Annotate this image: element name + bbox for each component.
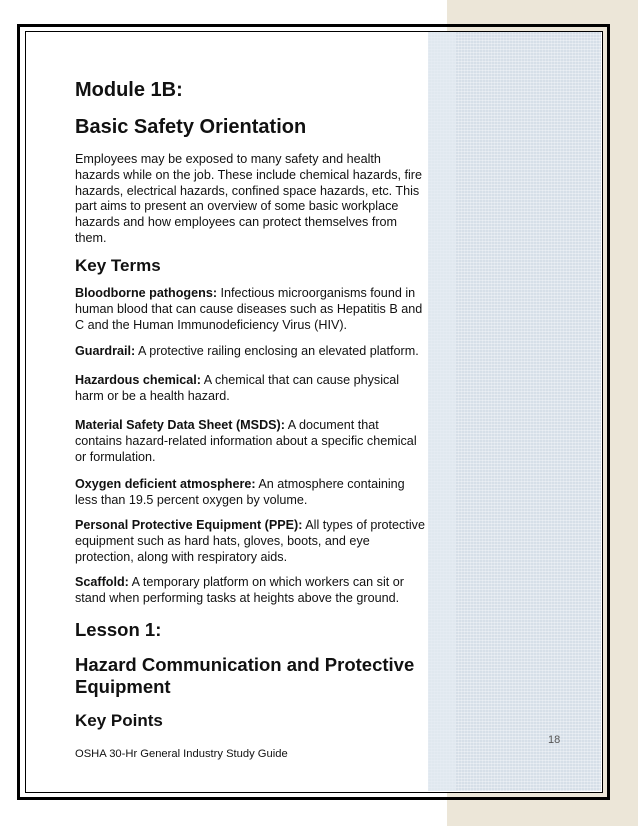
term-ppe xyxy=(75,518,427,565)
term-label: Hazardous chemical: xyxy=(75,373,201,387)
module-subtitle: Basic Safety Orientation xyxy=(75,116,307,138)
term-definition: All types of protective equipment such as hard hats, gloves, boots, and eye protection, along with respiratory aids. xyxy=(75,518,425,564)
term-definition: Infectious microorganisms found in human blood that can cause diseases such as Hepatitis B and C and the Human Immunodeficiency Virus (HIV). xyxy=(75,286,423,332)
term-label: Guardrail: xyxy=(75,344,136,358)
term-definition: A protective railing enclosing an elevated platform. xyxy=(135,344,419,358)
term-msds xyxy=(75,418,427,465)
term-label: Personal Protective Equipment (PPE): xyxy=(75,518,303,532)
term-label: Bloodborne pathogens: xyxy=(75,286,218,300)
term-scaffold xyxy=(75,575,427,607)
key-terms-heading: Key Terms xyxy=(75,256,161,275)
lesson-subtitle: Hazard Communication and Protective Equipment xyxy=(75,654,415,697)
page-number: 18 xyxy=(548,734,561,746)
sidebar-panel xyxy=(428,32,601,791)
term-label: Material Safety Data Sheet (MSDS): xyxy=(75,418,285,432)
term-definition: A temporary platform on which workers can sit or stand when performing tasks at heights above the ground. xyxy=(75,575,404,605)
term-definition: An atmosphere containing less than 19.5 percent oxygen by volume. xyxy=(75,477,405,507)
term-label: Oxygen deficient atmosphere: xyxy=(75,477,256,491)
term-label: Scaffold: xyxy=(75,575,129,589)
term-oxygen-deficient-atmosphere xyxy=(75,477,427,509)
term-definition: A document that contains hazard-related information about a specific chemical or formulation. xyxy=(75,418,417,464)
term-guardrail xyxy=(75,344,427,360)
module-title: Module 1B: xyxy=(75,79,183,101)
term-bloodborne-pathogens xyxy=(75,286,427,333)
footer-text: OSHA 30-Hr General Industry Study Guide xyxy=(75,748,288,760)
intro-paragraph: Employees may be exposed to many safety and health hazards while on the job. These include chemical hazards, fire hazards, electrical hazards, confined space hazards, etc. This part aims to present an overview of some basic workplace hazards and how employees can protect themselves from them. xyxy=(75,152,422,245)
term-definition: A chemical that can cause physical harm or be a health hazard. xyxy=(75,373,400,403)
lesson-title: Lesson 1: xyxy=(75,619,162,640)
term-hazardous-chemical xyxy=(75,373,427,405)
key-points-heading: Key Points xyxy=(75,711,163,730)
